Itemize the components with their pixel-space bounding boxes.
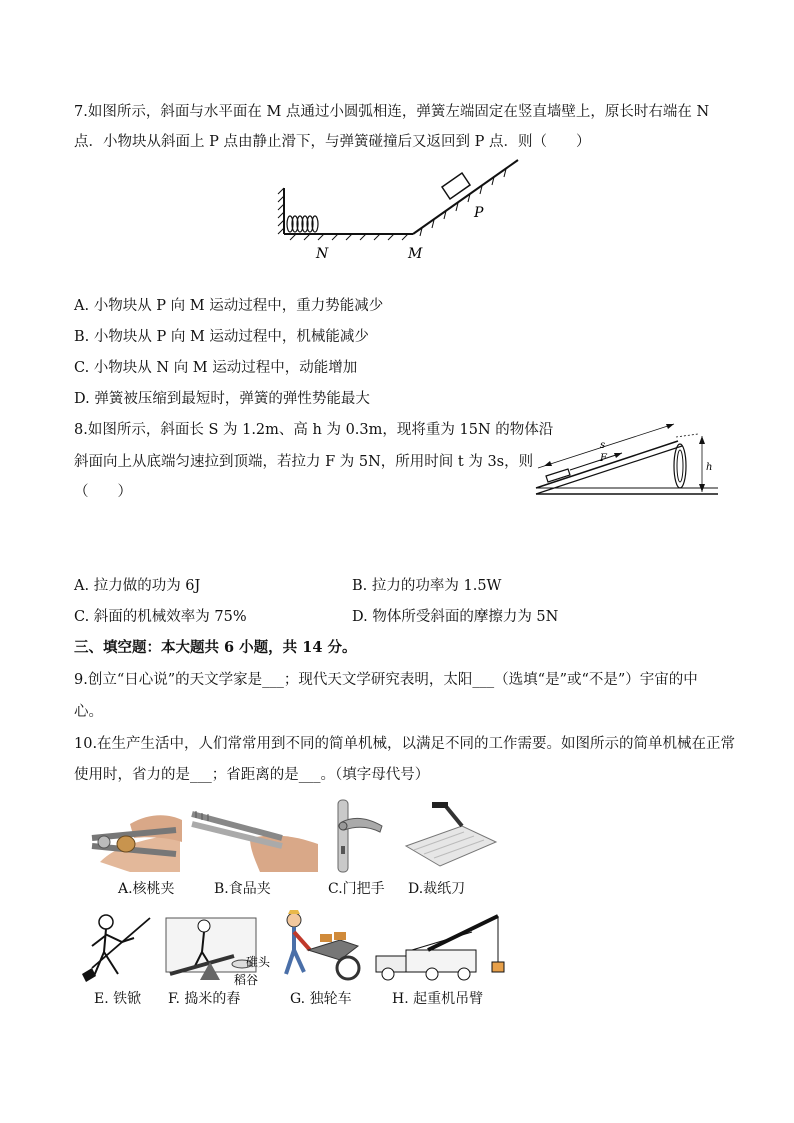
shovel-worker-image (76, 912, 152, 984)
q7-label-n: N (316, 246, 329, 262)
q8-stem-line3: （ ） (74, 484, 132, 500)
q8-stem-line1: 8.如图所示，斜面长 S 为 1.2m、高 h 为 0.3m，现将重为 15N 的物体沿 (74, 422, 554, 438)
q9-stem-line1: 9.创立“日心说”的天文学家是___；现代天文学研究表明，太阳___（选填“是”或“不是”）宇宙的中 (74, 672, 698, 688)
mortar-label-pestle: 碓头 (246, 955, 271, 969)
caption-c: C.门把手 (328, 881, 385, 897)
q8-incline-figure (534, 428, 720, 500)
caption-g: G. 独轮车 (290, 991, 352, 1007)
caption-b: B.食品夹 (214, 881, 271, 897)
food-tongs-image (190, 808, 318, 872)
door-handle-image (324, 800, 384, 872)
q8-label-h: h (706, 462, 713, 473)
q7-option-a: A. 小物块从 P 向 M 运动过程中，重力势能减少 (74, 298, 384, 314)
rice-mortar-image (164, 912, 271, 987)
crane-arm-image (372, 912, 506, 984)
q7-slope-spring-figure (270, 158, 530, 268)
nutcracker-image (90, 802, 182, 872)
wheelbarrow-image (280, 910, 364, 984)
caption-d: D.裁纸刀 (408, 881, 466, 897)
mortar-label-grain: 稻谷 (234, 973, 259, 987)
q7-label-m: M (408, 246, 423, 262)
q7-stem-line1: 7.如图所示，斜面与水平面在 M 点通过小圆弧相连，弹簧左端固定在竖直墙壁上，原长时右端在 N (74, 104, 710, 120)
caption-h: H. 起重机吊臂 (392, 991, 484, 1007)
q7-option-b: B. 小物块从 P 向 M 运动过程中，机械能减少 (74, 329, 369, 345)
q7-option-d: D. 弹簧被压缩到最短时，弹簧的弹性势能最大 (74, 391, 370, 407)
section-3-title: 三、填空题：本大题共 6 小题，共 14 分。 (74, 639, 357, 656)
q8-label-f: F (600, 453, 607, 464)
q7-option-c: C. 小物块从 N 向 M 运动过程中，动能增加 (74, 360, 358, 376)
q10-stem-line1: 10.在生产生活中，人们常常用到不同的简单机械，以满足不同的工作需要。如图所示的简单机械在正常 (74, 736, 736, 752)
q10-stem-line2: 使用时，省力的是___；省距离的是___。（填字母代号） (74, 767, 430, 783)
caption-a: A.核桃夹 (118, 881, 175, 897)
q8-option-b: B. 拉力的功率为 1.5W (352, 578, 502, 594)
caption-f: F. 捣米的舂 (168, 991, 241, 1007)
q7-label-p: P (474, 205, 484, 221)
q8-option-d: D. 物体所受斜面的摩擦力为 5N (352, 609, 559, 625)
q8-option-a: A. 拉力做的功为 6J (74, 578, 201, 594)
q7-stem-line2: 点．小物块从斜面上 P 点由静止滑下，与弹簧碰撞后又返回到 P 点．则（ ） (74, 134, 591, 150)
q8-stem-line2: 斜面向上从底端匀速拉到顶端，若拉力 F 为 5N，所用时间 t 为 3s，则 (74, 454, 534, 470)
q8-option-c: C. 斜面的机械效率为 75% (74, 609, 247, 625)
q9-stem-line2: 心。 (74, 704, 103, 720)
q8-label-s: s (600, 440, 606, 451)
paper-cutter-image (404, 802, 498, 872)
caption-e: E. 铁锨 (94, 991, 142, 1007)
